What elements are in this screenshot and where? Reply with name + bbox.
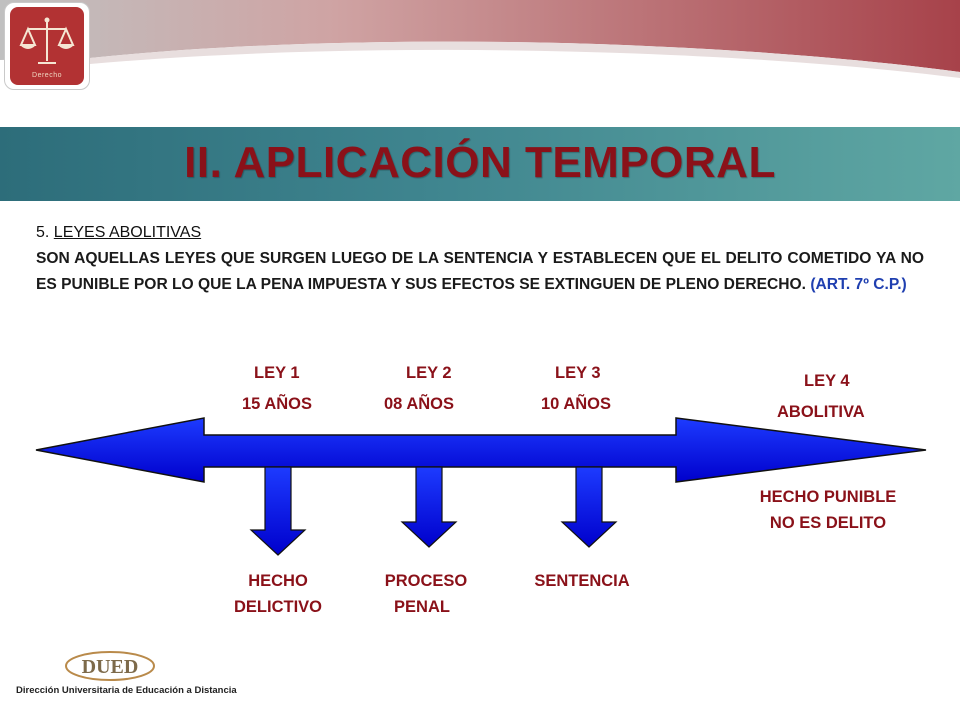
outcome-line-2: NO ES DELITO	[769, 514, 887, 532]
down-arrow-proceso	[402, 467, 456, 547]
event-proceso-line-2: PENAL	[394, 598, 450, 616]
article-reference: (ART. 7º C.P.)	[810, 276, 907, 293]
outcome-line-1: HECHO PUNIBLE	[759, 488, 897, 506]
law-1-years: 15 AÑOS	[242, 395, 312, 413]
law-2-name: LEY 2	[406, 364, 452, 382]
logo-caption: Derecho	[32, 72, 62, 79]
institution-name: Dirección Universitaria de Educación a Distancia	[16, 685, 237, 696]
event-sentencia: SENTENCIA	[534, 572, 630, 590]
dued-logo-text: DUED	[81, 656, 139, 678]
slide-title: II. APLICACIÓN TEMPORAL	[184, 138, 776, 187]
law-3-years: 10 AÑOS	[541, 395, 611, 413]
law-1-name: LEY 1	[254, 364, 300, 382]
down-arrow-hecho	[251, 467, 305, 555]
law-2-years: 08 AÑOS	[384, 395, 454, 413]
down-arrow-sentencia	[562, 467, 616, 547]
law-4-name: LEY 4	[804, 372, 850, 390]
event-hecho-line-2: DELICTIVO	[233, 598, 322, 616]
law-4-type: ABOLITIVA	[777, 403, 865, 421]
section-title: LEYES ABOLITIVAS	[53, 224, 202, 241]
double-arrow	[36, 418, 926, 482]
definition-text: SON AQUELLAS LEYES QUE SURGEN LUEGO DE LA SENTENCIA Y ESTABLECEN QUE EL DELITO COMETIDO YA NO ES PUNIBLE POR LO QUE LA PENA IMPUESTA Y SUS EFECTOS SE EXTINGUEN DE PLENO DERECHO.	[36, 250, 924, 293]
event-hecho-line-1: HECHO	[248, 572, 308, 590]
section-number: 5.	[36, 224, 50, 241]
law-3-name: LEY 3	[555, 364, 601, 382]
event-proceso-line-1: PROCESO	[384, 572, 468, 590]
